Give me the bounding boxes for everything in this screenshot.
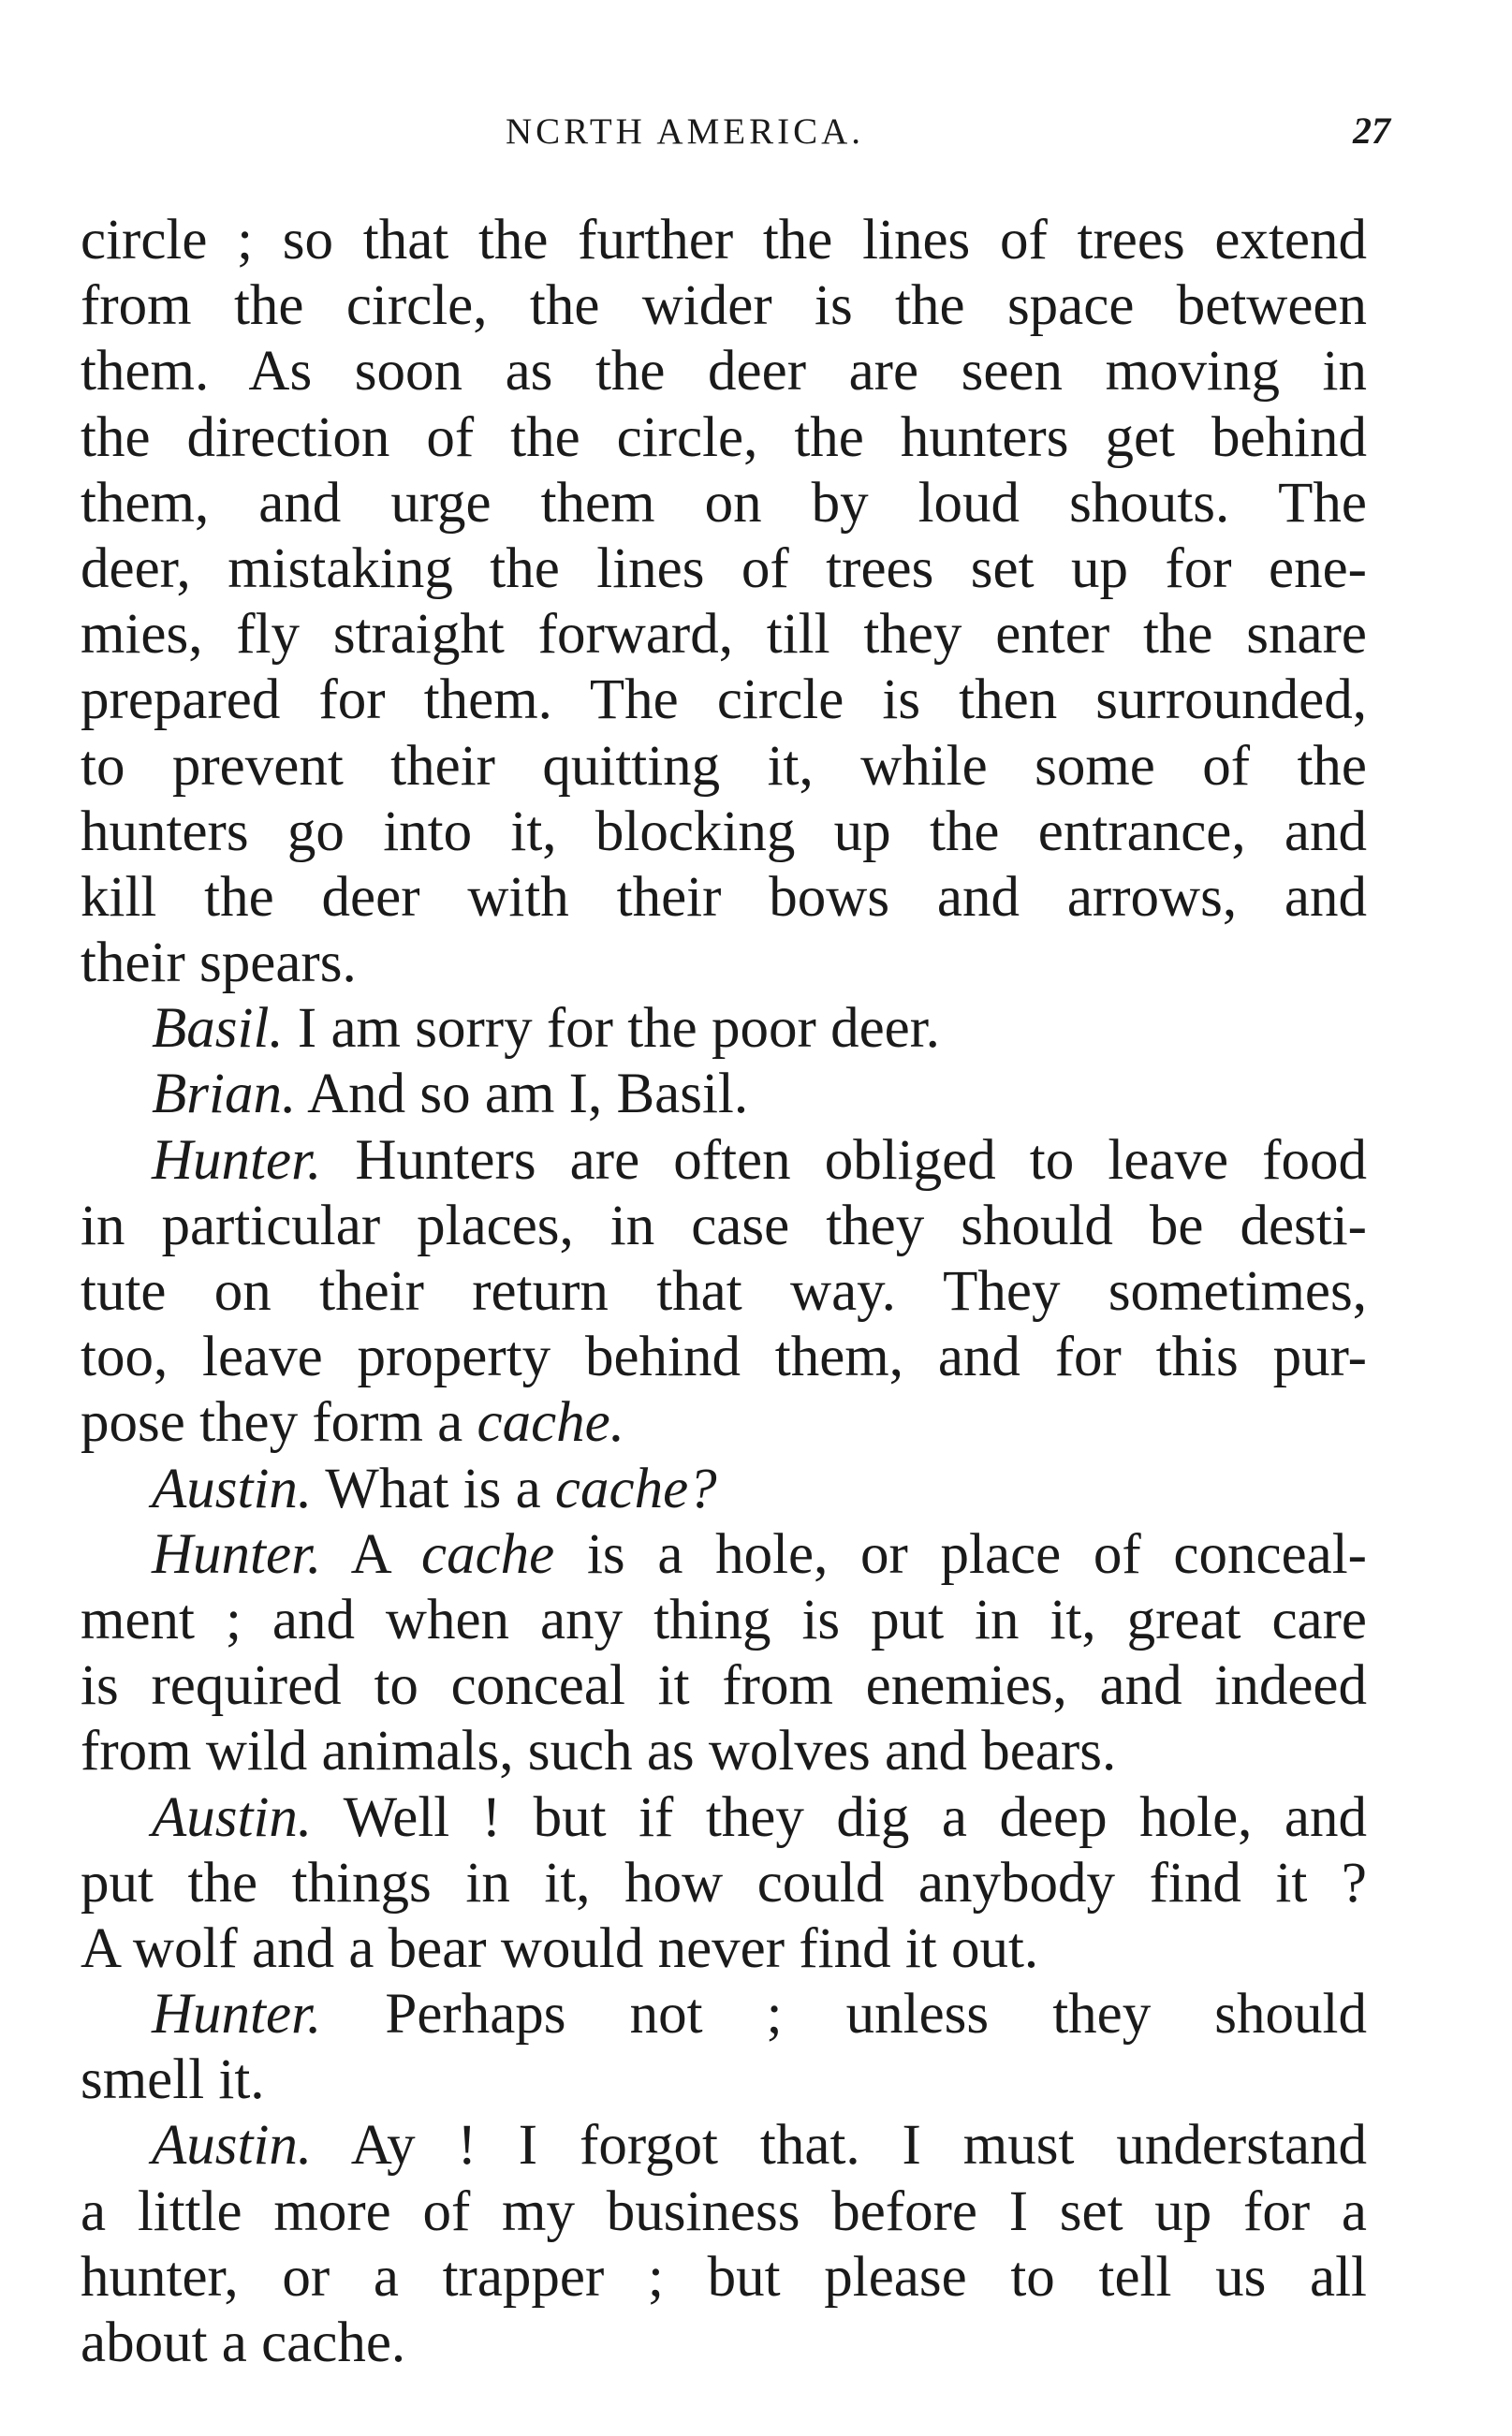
text-line: pose they form a cache. xyxy=(81,1391,624,1455)
text-line: the direction of the circle, the hunters get behind xyxy=(81,405,1367,469)
speaker-name: Austin. xyxy=(152,1785,313,1849)
text-line: ment ; and when any thing is put in it, great care xyxy=(81,1588,1367,1651)
text-line: from wild animals, such as wolves and bears. xyxy=(81,1720,1117,1783)
text-line: a little more of my business before I set up for a xyxy=(81,2179,1367,2243)
running-header xyxy=(0,110,1512,167)
dialogue-line: Austin. Ay ! I forgot that. I must understand xyxy=(152,2114,1367,2178)
text-line: deer, mistaking the lines of trees set up for ene- xyxy=(81,536,1367,600)
speaker-name: Hunter. xyxy=(152,1128,322,1192)
text-line: mies, fly straight forward, till they enter the snare xyxy=(81,603,1367,667)
text-line: tute on their return that way. They sometimes, xyxy=(81,1260,1367,1323)
speaker-name: Austin. xyxy=(152,1457,313,1520)
dialogue-line: Basil. I am sorry for the poor deer. xyxy=(152,997,940,1061)
text-line: hunters go into it, blocking up the entrance, and xyxy=(81,800,1367,863)
text-line: kill the deer with their bows and arrows, and xyxy=(81,865,1367,929)
text-line: circle ; so that the further the lines of trees extend xyxy=(81,209,1367,271)
text-line: from the circle, the wider is the space between xyxy=(81,274,1367,338)
text-line: put the things in it, how could anybody find it ? xyxy=(81,1851,1367,1915)
text-line: prepared for them. The circle is then surrounded, xyxy=(81,668,1367,732)
dialogue-line: Hunter. A cache is a hole, or place of conceal- xyxy=(152,1522,1367,1586)
speaker-name: Hunter. xyxy=(152,1522,322,1586)
dialogue-line: Brian. And so am I, Basil. xyxy=(152,1063,749,1126)
text-line: smell it. xyxy=(81,2048,265,2112)
speaker-name: Brian. xyxy=(152,1063,297,1126)
running-title: NCRTH AMERICA. xyxy=(506,111,865,152)
text-line: too, leave property behind them, and for this pur- xyxy=(81,1326,1367,1389)
body-text xyxy=(81,208,1367,2376)
text-line: their spears. xyxy=(81,932,357,995)
speaker-name: Hunter. xyxy=(152,1983,322,2047)
dialogue-line: Hunter. Perhaps not ; unless they should xyxy=(152,1983,1367,2047)
page-number: 27 xyxy=(1353,110,1390,152)
text-line: about a cache. xyxy=(81,2311,406,2374)
text-line: them, and urge them on by loud shouts. The xyxy=(81,471,1367,535)
speaker-name: Austin. xyxy=(152,2114,313,2178)
text-line: them. As soon as the deer are seen moving in xyxy=(81,340,1367,404)
speaker-name: Basil. xyxy=(152,997,284,1061)
text-line: is required to conceal it from enemies, and indeed xyxy=(81,1654,1367,1718)
text-line: in particular places, in case they should be desti- xyxy=(81,1194,1367,1257)
dialogue-line: Hunter. Hunters are often obliged to leave food xyxy=(152,1128,1367,1192)
dialogue-line: Austin. Well ! but if they dig a deep hole, and xyxy=(152,1785,1367,1849)
text-line: A wolf and a bear would never find it out. xyxy=(81,1916,1039,1980)
dialogue-line: Austin. What is a cache? xyxy=(152,1457,717,1520)
text-line: hunter, or a trapper ; but please to tell us all xyxy=(81,2245,1367,2309)
text-line: to prevent their quitting it, while some of the xyxy=(81,734,1367,798)
